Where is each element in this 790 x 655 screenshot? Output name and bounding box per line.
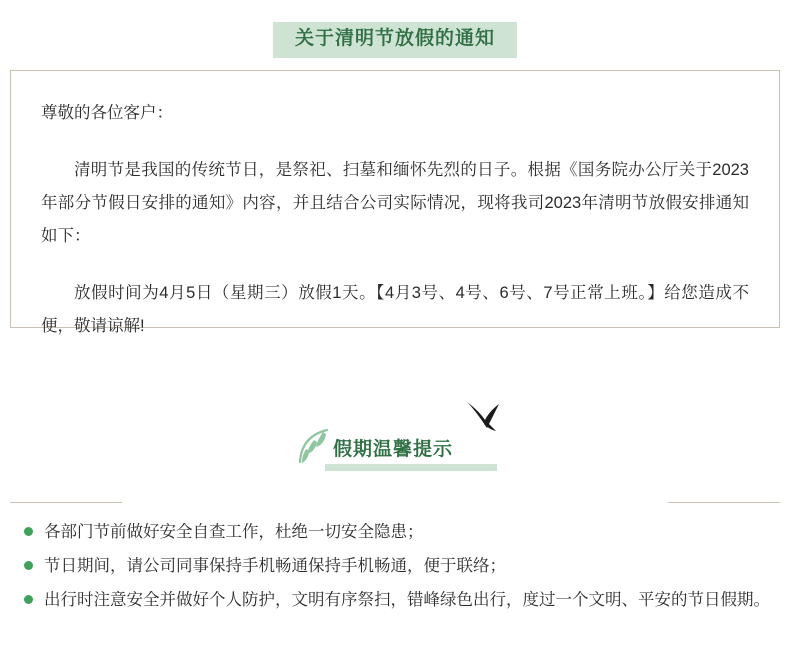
notice-body: [10, 70, 780, 335]
tips-heading-area: [0, 400, 790, 490]
notice-paragraph-1: 清明节是我国的传统节日，是祭祀、扫墓和缅怀先烈的日子。根据《国务院办公厅关于2023年部分节假日安排的通知》内容，并且结合公司实际情况，现将我司2023年清明节放假安排通知如下：: [41, 161, 749, 245]
list-item-text: 出行时注意安全并做好个人防护，文明有序祭扫，错峰绿色出行，度过一个文明、平安的节日假期。: [44, 591, 770, 610]
leaf-icon: [297, 428, 333, 468]
list-item: [16, 516, 774, 548]
tips-list: [16, 516, 774, 619]
tips-heading-group: [295, 430, 505, 470]
bullet-icon: [24, 527, 33, 536]
list-item: [16, 550, 774, 582]
title-area: [0, 22, 790, 58]
tips-heading-underline: [325, 464, 497, 471]
notice-salutation: 尊敬的各位客户：: [41, 104, 173, 122]
tips-heading: 假期温馨提示: [333, 439, 454, 460]
list-item-text: 节日期间，请公司同事保持手机畅通保持手机畅通，便于联络；: [44, 557, 506, 576]
bullet-icon: [24, 561, 33, 570]
list-item-text: 各部门节前做好安全自查工作，杜绝一切安全隐患；: [44, 523, 424, 541]
list-item: [16, 584, 774, 616]
divider-left: [10, 502, 122, 503]
bullet-icon: [24, 595, 33, 604]
swallow-icon: [463, 398, 503, 434]
divider-right: [668, 502, 780, 503]
page-title: 关于清明节放假的通知: [273, 22, 517, 58]
notice-paragraph-2: 放假时间为4月5日（星期三）放假1天。【4月3号、4号、6号、7号正常上班。】给您造成不便，敬请谅解!: [41, 284, 749, 335]
